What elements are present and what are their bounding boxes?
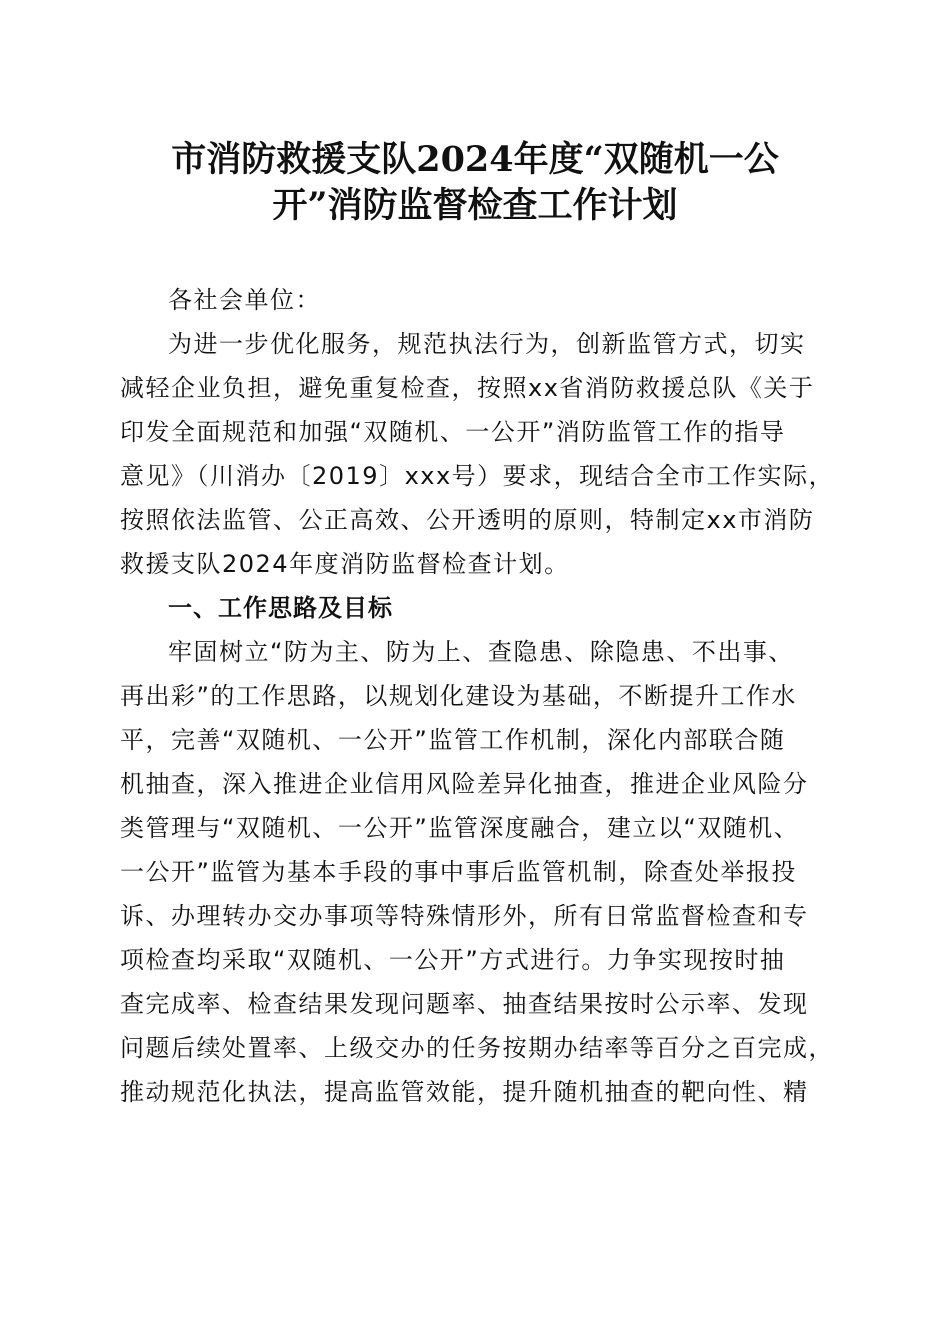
paragraph-line: 减轻企业负担，避免重复检查，按照xx省消防救援总队《关于	[120, 374, 815, 402]
paragraph-line: 再出彩”的工作思路，以规划化建设为基础，不断提升工作水	[120, 682, 797, 710]
paragraph-line: 诉、办理转办交办事项等特殊情形外，所有日常监督检查和专	[120, 902, 809, 930]
paragraph-line: 机抽查，深入推进企业信用风险差异化抽查，推进企业风险分	[120, 770, 809, 798]
paragraph-line: 为进一步优化服务，规范执法行为，创新监管方式，切实	[168, 330, 806, 358]
paragraph-line: 项检查均采取“双随机、一公开”方式进行。力争实现按时抽	[120, 946, 786, 974]
paragraph-line: 救援支队2024年度消防监督检查计划。	[120, 550, 570, 578]
paragraph-line: 意见》（川消办〔2019〕xxx号）要求，现结合全市工作实际，	[120, 462, 835, 490]
paragraph-line: 类管理与“双随机、一公开”监管深度融合，建立以“双随机、	[120, 814, 800, 842]
salutation: 各社会单位：	[168, 286, 321, 314]
document-title-line-2: 开”消防监督检查工作计划	[272, 185, 678, 226]
paragraph-line: 平，完善“双随机、一公开”监管工作机制，深化内部联合随	[120, 726, 786, 754]
paragraph-line: 牢固树立“防为主、防为上、查隐患、除隐患、不出事、	[168, 638, 794, 666]
paragraph-line: 按照依法监管、公正高效、公开透明的原则，特制定xx市消防	[120, 506, 815, 534]
paragraph-line: 一公开”监管为基本手段的事中事后监管机制，除查处举报投	[120, 858, 797, 886]
paragraph-line: 印发全面规范和加强“双随机、一公开”消防监管工作的指导	[120, 418, 786, 446]
paragraph-line: 问题后续处置率、上级交办的任务按期办结率等百分之百完成，	[120, 1034, 834, 1062]
document-title-line-1: 市消防救援支队2024年度“双随机一公	[171, 139, 779, 180]
paragraph-line: 查完成率、检查结果发现问题率、抽查结果按时公示率、发现	[120, 990, 809, 1018]
paragraph-line: 推动规范化执法，提高监管效能，提升随机抽查的靶向性、精	[120, 1078, 809, 1106]
section-heading: 一、工作思路及目标	[168, 594, 393, 622]
